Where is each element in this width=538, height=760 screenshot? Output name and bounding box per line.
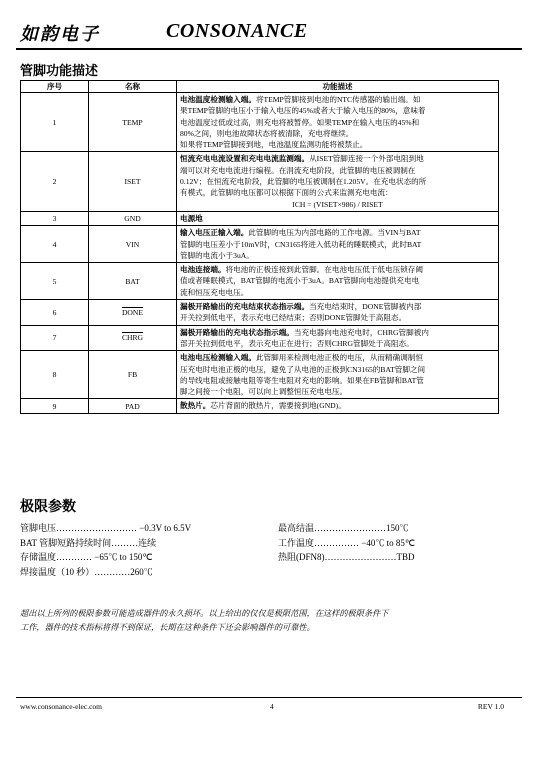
pin-description-line: 从ISET管脚连接一个外部电阻到地: [309, 154, 424, 164]
logo-english: CONSONANCE: [166, 20, 308, 42]
pin-description: [177, 226, 499, 263]
limit-bat-short-duration: BAT 管脚短路持续时间………连续: [20, 537, 157, 548]
limit-max-junction-temp: 最高结温……………………150℃: [278, 523, 409, 533]
pin-description-lead: 恒流充电电流设置和充电电流监测端。: [180, 154, 310, 164]
pin-description-line: 将TEMP管脚接到电池的NTC传感器的输出端。如: [255, 95, 421, 104]
pin-number: 5: [21, 263, 89, 300]
pin-description-lead: 电池电压检测输入端。: [180, 353, 256, 363]
pin-description-line: 有模式，此管脚的电压都可以根据下面的公式来监测充电电流：: [180, 188, 393, 198]
pin-name: [89, 211, 177, 225]
pin-description-line: 将电池的正极连接到此管脚。在电池电压低于低电压锁存阈: [225, 265, 423, 275]
table-row: [21, 351, 499, 399]
pin-name-label: BAT: [125, 276, 140, 286]
table-row: [21, 263, 499, 300]
footer-rule: [16, 697, 522, 698]
header-description: 功能描述: [177, 81, 499, 93]
pin-description-lead: 漏极开路输出的充电状态指示端。: [180, 327, 294, 337]
pin-function-table: [20, 80, 499, 414]
pin-number: 3: [21, 211, 89, 225]
pin-description: [177, 93, 499, 152]
pin-description-lead: 漏极开路输出的充电结束状态指示端。: [180, 302, 310, 312]
pin-description-lead: 散热片。: [180, 401, 211, 411]
pin-description-line: 管脚的电流小于3uA。: [180, 250, 254, 260]
footer-website: www.consonance-elec.com: [20, 702, 102, 711]
pin-description-lead: 电池温度检测输入端。: [180, 95, 256, 104]
pin-description: [177, 263, 499, 300]
footer-revision: REV 1.0: [477, 702, 504, 711]
limit-parameters: [20, 521, 520, 579]
pin-number: 1: [21, 93, 89, 152]
header-rule: [16, 48, 522, 50]
charge-current-formula: ICH = (VISET×986) / RISET: [292, 199, 383, 209]
limits-note: [20, 606, 500, 634]
pin-description: [177, 325, 499, 351]
pin-name-label: DONE: [121, 307, 144, 317]
pin-description-line: 如果将TEMP管脚接到地，电池温度监测功能将被禁止。: [180, 140, 368, 150]
pin-description-line: 80%之间，则电池故障状态将被清除，充电将继续。: [180, 128, 354, 138]
table-row: [21, 226, 499, 263]
limit-operating-temp: 工作温度…………… −40℃ to 85℃: [278, 537, 415, 548]
pin-description-line: 0.12V；在恒流充电阶段，此管脚的电压被调制在1.205V。在充电状态的所: [180, 177, 427, 187]
limits-section-title: 极限参数: [20, 499, 76, 515]
pin-description-line: 的导线电阻或接触电阻等寄生电阻对充电的影响。如果在FB管脚和BAT管: [180, 375, 424, 385]
pin-description-line: 部开关拉到低电平，表示充电正在进行；否则CHRG管脚处于高阻态。: [180, 338, 414, 348]
pin-name: [89, 263, 177, 300]
table-row: [21, 325, 499, 351]
pin-name: [89, 226, 177, 263]
pin-description-line: 此管脚的电压为内部电路的工作电源。当VIN与BAT: [248, 228, 421, 238]
pin-name: [89, 152, 177, 211]
pin-name: [89, 351, 177, 399]
pin-description-line: 电池温度过低或过高，则充电将被暂停。如果TEMP在输入电压的45%和: [180, 117, 420, 127]
table-row: [21, 211, 499, 225]
note-line: 超出以上所列的极限参数可能造成器件的永久损坏。以上给出的仅仅是极限范围，在这样的极限条件下: [20, 608, 389, 618]
table-header-row: [21, 81, 499, 93]
pin-description-lead: 电池连接端。: [180, 265, 226, 275]
table-row: [21, 399, 499, 413]
note-line: 工作，器件的技术指标将得不到保证，长期在这种条件下还会影响器件的可靠性。: [20, 622, 315, 632]
pin-description: [177, 351, 499, 399]
limit-pin-voltage: 管脚电压……………………… −0.3V to 6.5V: [20, 523, 192, 533]
pin-name: [89, 93, 177, 152]
pin-description-line: 开关拉到低电平，表示充电已经结束；否则DONE管脚处于高阻态。: [180, 313, 407, 323]
pin-description: [177, 399, 499, 413]
pin-number: 2: [21, 152, 89, 211]
pin-description-line: 芯片背面的散热片，需要接到地(GND)。: [210, 401, 346, 411]
pin-description: [177, 211, 499, 225]
table-row: [21, 300, 499, 326]
pin-description-line: 值或者睡眠模式，BAT管脚的电流小于3uA。BAT管脚向电池提供充电电: [180, 276, 420, 286]
pin-name-label: FB: [127, 370, 138, 380]
header-no: 序号: [21, 81, 89, 93]
pin-description: [177, 300, 499, 326]
pin-description-line: 当充电器向电池充电时，CHRG管脚被内: [293, 327, 429, 337]
pin-name-label: TEMP: [122, 117, 143, 127]
pin-name-label: ISET: [124, 177, 141, 187]
pin-name: [89, 399, 177, 413]
pin-number: 9: [21, 399, 89, 413]
pin-description-line: 脚之间接一个电阻，可以向上调整恒压充电电压。: [180, 387, 348, 397]
pin-description-lead: 输入电压正输入端。: [180, 228, 249, 238]
logo-chinese: 如韵电子: [20, 24, 100, 45]
pin-description-line: 压充电时电池正极的电压，避免了从电池的正极到CN3165的BAT管脚之间: [180, 364, 426, 374]
pin-name-label: GND: [124, 214, 141, 224]
page-header: [16, 14, 522, 46]
pin-number: 6: [21, 300, 89, 326]
pin-number: 7: [21, 325, 89, 351]
limit-storage-temp: 存储温度………… −65℃ to 150℃: [20, 552, 153, 562]
footer-page-number: 4: [270, 702, 274, 711]
pin-description: [177, 152, 499, 211]
pin-section-title: 管脚功能描述: [20, 64, 99, 79]
table-row: [21, 93, 499, 152]
pin-description-line: 管脚的电压差小于10mV时，CN3165将进入低功耗的睡眠模式，此时BAT: [180, 239, 422, 249]
pin-description-line: 果TEMP管脚的电压小于输入电压的45%或者大于输入电压的80%，意味着: [180, 106, 426, 116]
pin-name-label: VIN: [125, 239, 140, 249]
pin-description-line: 当充电结束时，DONE管脚被内部: [309, 302, 422, 312]
pin-name-label: CHRG: [121, 333, 144, 343]
pin-description-line: 流和恒压充电电压。: [180, 287, 249, 297]
header-name: 名称: [89, 81, 177, 93]
pin-name-label: PAD: [125, 401, 140, 411]
pin-description-line: 此管脚用来检测电池正极的电压，从而精确调制恒: [255, 353, 423, 363]
pin-description-lead: 电源地: [180, 213, 203, 223]
pin-name: [89, 300, 177, 326]
limit-soldering-temp: 焊接温度（10 秒）…………260℃: [20, 566, 153, 577]
pin-number: 4: [21, 226, 89, 263]
limit-thermal-resistance: 热阻(DFN8)……………………TBD: [278, 552, 415, 562]
pin-description-line: 端可以对充电电流进行编程。在涓流充电阶段，此管脚的电压被调制在: [180, 165, 416, 175]
pin-name: [89, 325, 177, 351]
pin-number: 8: [21, 351, 89, 399]
table-row: [21, 152, 499, 211]
